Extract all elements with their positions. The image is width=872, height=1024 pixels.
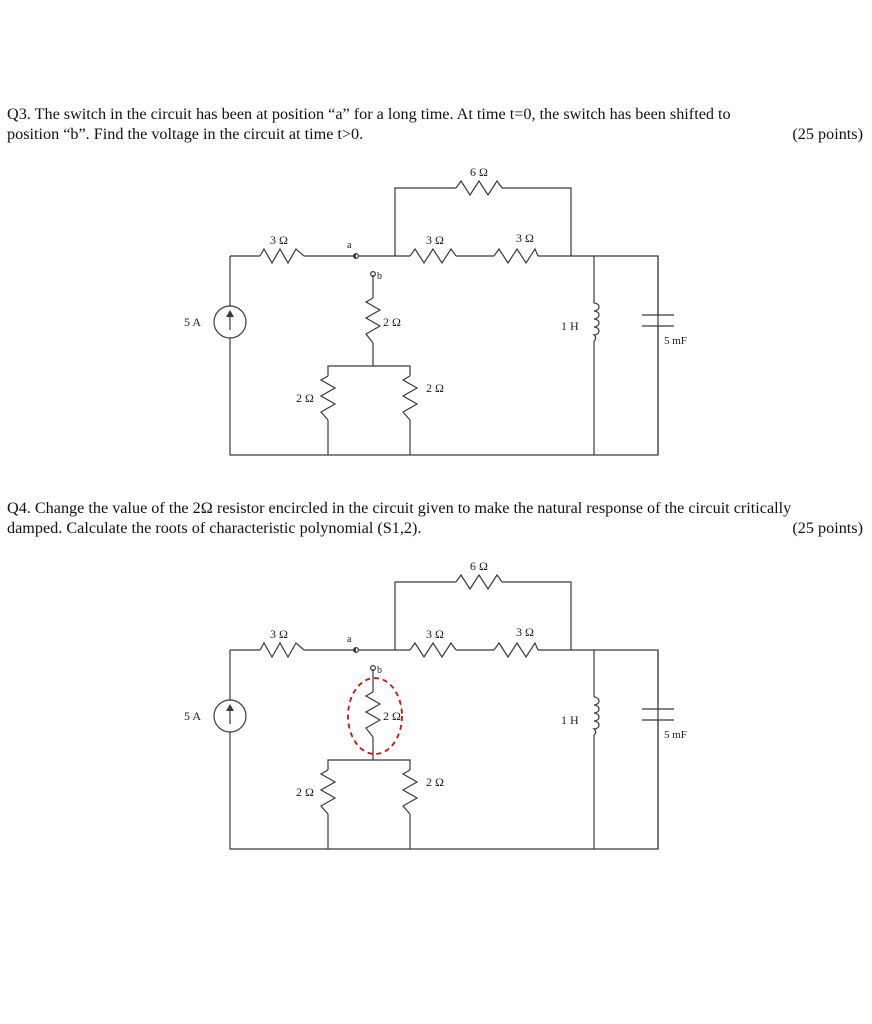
resistor-right bbox=[494, 643, 538, 657]
inductor-label: 1 H bbox=[561, 713, 579, 727]
resistor-bottom-left bbox=[321, 770, 335, 814]
question-4-points: (25 points) bbox=[792, 519, 863, 537]
resistor-left bbox=[260, 643, 304, 657]
resistor-mid bbox=[410, 249, 456, 263]
resistor-top-label: 6 Ω bbox=[470, 559, 488, 573]
current-source-arrowhead bbox=[226, 704, 234, 711]
switch-label-b: b bbox=[377, 665, 382, 676]
current-source-label: 5 A bbox=[184, 709, 202, 723]
wire bbox=[502, 582, 571, 650]
circuit-diagram-q4 bbox=[0, 552, 872, 882]
resistor-right bbox=[494, 249, 538, 263]
inductor bbox=[594, 697, 599, 735]
resistor-mid bbox=[410, 643, 456, 657]
current-source-arrowhead bbox=[226, 310, 234, 317]
resistor-bottom-right-label: 2 Ω bbox=[426, 775, 444, 789]
resistor-bottom-left-label: 2 Ω bbox=[296, 785, 314, 799]
capacitor-label: 5 mF bbox=[664, 335, 687, 347]
wire bbox=[502, 188, 571, 256]
wire bbox=[328, 343, 373, 376]
switch-label-a: a bbox=[347, 240, 352, 251]
resistor-bottom-right-label: 2 Ω bbox=[426, 381, 444, 395]
resistor-bottom-left-label: 2 Ω bbox=[296, 391, 314, 405]
question-4-line-2: damped. Calculate the roots of characteristic polynomial (S1,2). bbox=[7, 519, 422, 537]
current-source-label: 5 A bbox=[184, 315, 202, 329]
resistor-bottom-right bbox=[403, 770, 417, 814]
wire bbox=[373, 366, 410, 376]
question-4 bbox=[7, 498, 863, 538]
question-4-line-1: Q4. Change the value of the 2Ω resistor encircled in the circuit given to make the natural response of the circuit critically bbox=[7, 499, 792, 517]
resistor-right-label: 3 Ω bbox=[516, 231, 534, 245]
inductor-label: 1 H bbox=[561, 319, 579, 333]
question-3 bbox=[7, 104, 863, 144]
resistor-switch-branch bbox=[366, 298, 380, 343]
circuit-diagram-q3 bbox=[0, 158, 872, 488]
resistor-top bbox=[456, 575, 502, 589]
question-3-line-2: position “b”. Find the voltage in the circuit at time t>0. bbox=[7, 125, 364, 143]
wire bbox=[328, 737, 373, 770]
switch-label-b: b bbox=[377, 271, 382, 282]
resistor-left-label: 3 Ω bbox=[270, 627, 288, 641]
resistor-bottom-left bbox=[321, 376, 335, 420]
resistor-switch-branch-label: 2 Ω bbox=[383, 709, 401, 723]
resistor-left bbox=[260, 249, 304, 263]
resistor-mid-label: 3 Ω bbox=[426, 233, 444, 247]
inductor bbox=[594, 303, 599, 341]
resistor-top bbox=[456, 181, 502, 195]
resistor-bottom-right bbox=[403, 376, 417, 420]
question-3-points: (25 points) bbox=[792, 125, 863, 143]
wire bbox=[373, 760, 410, 770]
resistor-switch-branch-label: 2 Ω bbox=[383, 315, 401, 329]
switch-label-a: a bbox=[347, 634, 352, 645]
resistor-top-label: 6 Ω bbox=[470, 165, 488, 179]
resistor-switch-branch bbox=[366, 692, 380, 737]
capacitor-label: 5 mF bbox=[664, 729, 687, 741]
question-3-line-1: Q3. The switch in the circuit has been at position “a” for a long time. At time t=0, the switch has been shifted to bbox=[7, 105, 731, 123]
resistor-right-label: 3 Ω bbox=[516, 625, 534, 639]
resistor-mid-label: 3 Ω bbox=[426, 627, 444, 641]
resistor-left-label: 3 Ω bbox=[270, 233, 288, 247]
